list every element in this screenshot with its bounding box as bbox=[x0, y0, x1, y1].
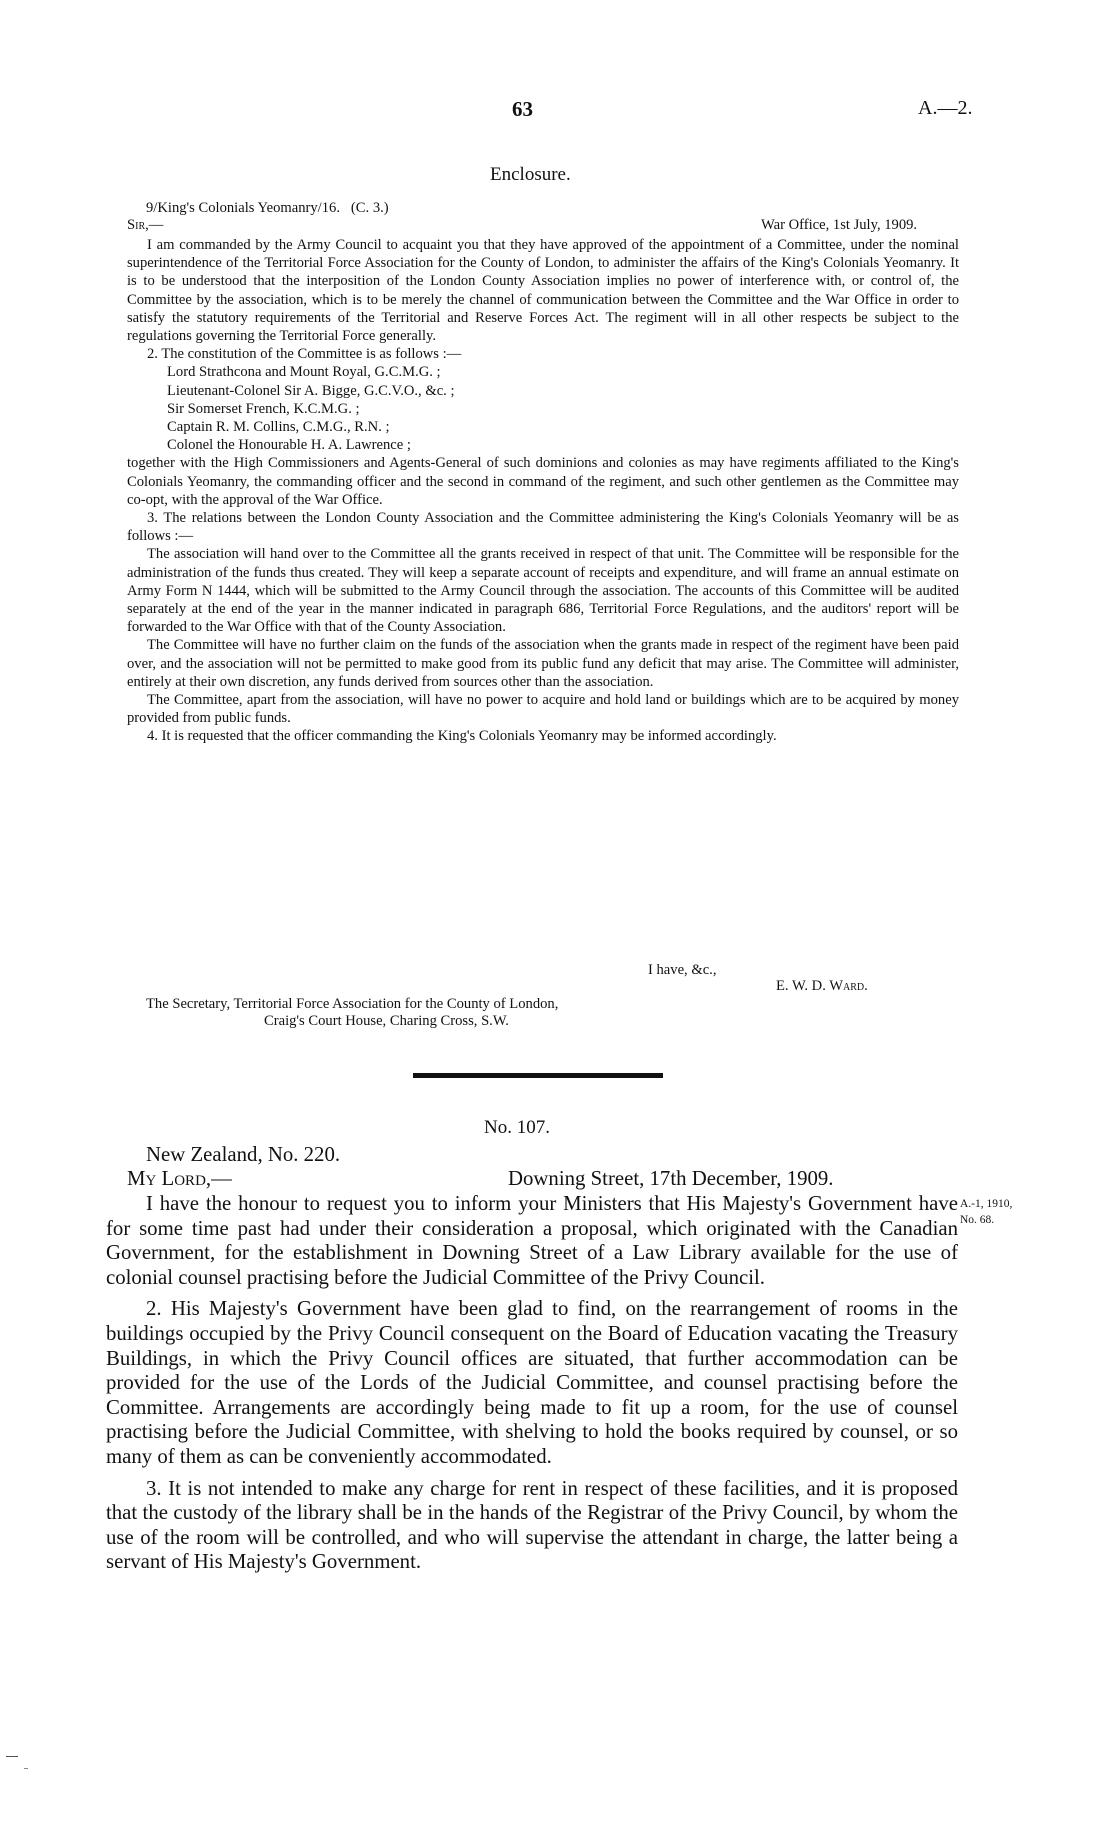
letter-body bbox=[106, 1192, 958, 1582]
enclosure-salutation: Sir,— bbox=[127, 217, 164, 233]
series-reference: A.—2. bbox=[918, 97, 973, 119]
letter-paragraph-2: 2. His Majesty's Government have been glad to find, on the rearrangement of rooms in the buildings occupied by the Privy Council consequent on the Board of Education vacating the Treasury Buildings, in which the Privy Council offices are situated, that further accommodation can be provided for the use of the Lords of the Judicial Committee, and counsel practising before the Committee. Arrangements are accordingly being made to fit up a room, for the use of counsel practising before the Judicial Committee, with shelving to hold the books required by counsel, or so many of them as can be conveniently accommodated. bbox=[106, 1297, 958, 1468]
letter-number: No. 107. bbox=[484, 1117, 550, 1138]
scan-mark bbox=[24, 1768, 28, 1769]
page-number: 63 bbox=[512, 97, 533, 121]
enclosure-reference: 9/King's Colonials Yeomanry/16. (C. 3.) bbox=[146, 200, 389, 216]
margin-note-line-2: No. 68. bbox=[960, 1214, 995, 1226]
enclosure-title: Enclosure. bbox=[490, 164, 571, 185]
enclosure-closing: I have, &c., bbox=[648, 962, 717, 978]
committee-member: Colonel the Honourable H. A. Lawrence ; bbox=[167, 437, 411, 454]
enclosure-addressee-line-1: The Secretary, Territorial Force Association for the County of London, bbox=[146, 996, 559, 1012]
committee-member: Lieutenant-Colonel Sir A. Bigge, G.C.V.O., &c. ; bbox=[167, 382, 455, 399]
enclosure-paragraph-3b: The Committee will have no further claim on the funds of the association when the grants made in respect of the regiment have been paid over, and the association will not be permitted to make good from its public fund any deficit that may arise. The Committee will administer, entirely at their own discretion, any funds derived from sources other than the association. bbox=[127, 637, 959, 690]
committee-member: Sir Somerset French, K.C.M.G. ; bbox=[167, 400, 360, 417]
enclosure-paragraph-3c: The Committee, apart from the association, will have no power to acquire and hold land or buildings which are to be acquired by money provided from public funds. bbox=[127, 692, 959, 727]
committee-member: Lord Strathcona and Mount Royal, G.C.M.G. ; bbox=[167, 364, 441, 381]
enclosure-signature: E. W. D. Ward. bbox=[776, 978, 868, 994]
letter-reference: New Zealand, No. 220. bbox=[146, 1143, 341, 1166]
letter-paragraph-1: I have the honour to request you to inform your Ministers that His Majesty's Government have for some time past had under their consideration a proposal, which originated with the Canadian Government, for the establishment in Downing Street of a Law Library available for the use of colonial counsel practising before the Judicial Committee of the Privy Council. bbox=[106, 1192, 958, 1289]
enclosure-addressee-line-2: Craig's Court House, Charing Cross, S.W. bbox=[264, 1013, 509, 1029]
enclosure-body bbox=[127, 236, 959, 746]
enclosure-paragraph-2-rest: together with the High Commissioners and Agents-General of such dominions and colonies as may have regiments affiliated to the King's Colonials Yeomanry, the commanding officer and the second in command of the regiment, and such other gentlemen as the Committee may co-opt, with the approval of the War Office. bbox=[127, 455, 959, 508]
committee-member: Captain R. M. Collins, C.M.G., R.N. ; bbox=[167, 419, 390, 436]
letter-place-date: Downing Street, 17th December, 1909. bbox=[508, 1167, 834, 1190]
section-divider bbox=[413, 1073, 663, 1078]
enclosure-place-date: War Office, 1st July, 1909. bbox=[761, 217, 918, 233]
scan-mark bbox=[6, 1756, 18, 1757]
enclosure-paragraph-3a: The association will hand over to the Committee all the grants received in respect of that unit. The Committee will be responsible for the administration of the funds thus created. They will keep a separate account of receipts and expenditure, and will frame an annual estimate on Army Form N 1444, which will be submitted to the Army Council through the association. The accounts of this Committee will be audited separately at the end of the year in the manner indicated in paragraph 686, Territorial Force Regulations, and the auditors' report will be forwarded to the War Office with that of the County Association. bbox=[127, 546, 959, 636]
margin-note-line-1: A.-1, 1910, bbox=[960, 1198, 1013, 1210]
enclosure-paragraph-4: 4. It is requested that the officer commanding the King's Colonials Yeomanry may be informed accordingly. bbox=[147, 728, 777, 745]
enclosure-paragraph-2-intro: 2. The constitution of the Committee is as follows :— bbox=[147, 346, 462, 363]
letter-paragraph-3: 3. It is not intended to make any charge for rent in respect of these facilities, and it is proposed that the custody of the library shall be in the hands of the Registrar of the Privy Council, by whom the use of the room will be controlled, and who will supervise the attendant in charge, the latter being a servant of His Majesty's Government. bbox=[106, 1476, 958, 1574]
letter-salutation: My Lord,— bbox=[127, 1167, 232, 1190]
enclosure-paragraph-3-intro: 3. The relations between the London County Association and the Committee administering the King's Colonials Yeomanry will be as follows :— bbox=[127, 510, 959, 545]
committee-members-list bbox=[127, 363, 959, 454]
enclosure-paragraph-1: I am commanded by the Army Council to acquaint you that they have approved of the appointment of a Committee, under the nominal superintendence of the Territorial Force Association for the County of London, to administer the affairs of the King's Colonials Yeomanry. It is to be understood that the interposition of the London County Association implies no power of interference with, or control of, the Committee by the association, which is to be merely the channel of communication between the Committee and the War Office in order to satisfy the statutory requirements of the Territorial and Reserve Forces Act. The regiment will in all other respects be subject to the regulations governing the Territorial Force generally. bbox=[127, 237, 959, 345]
